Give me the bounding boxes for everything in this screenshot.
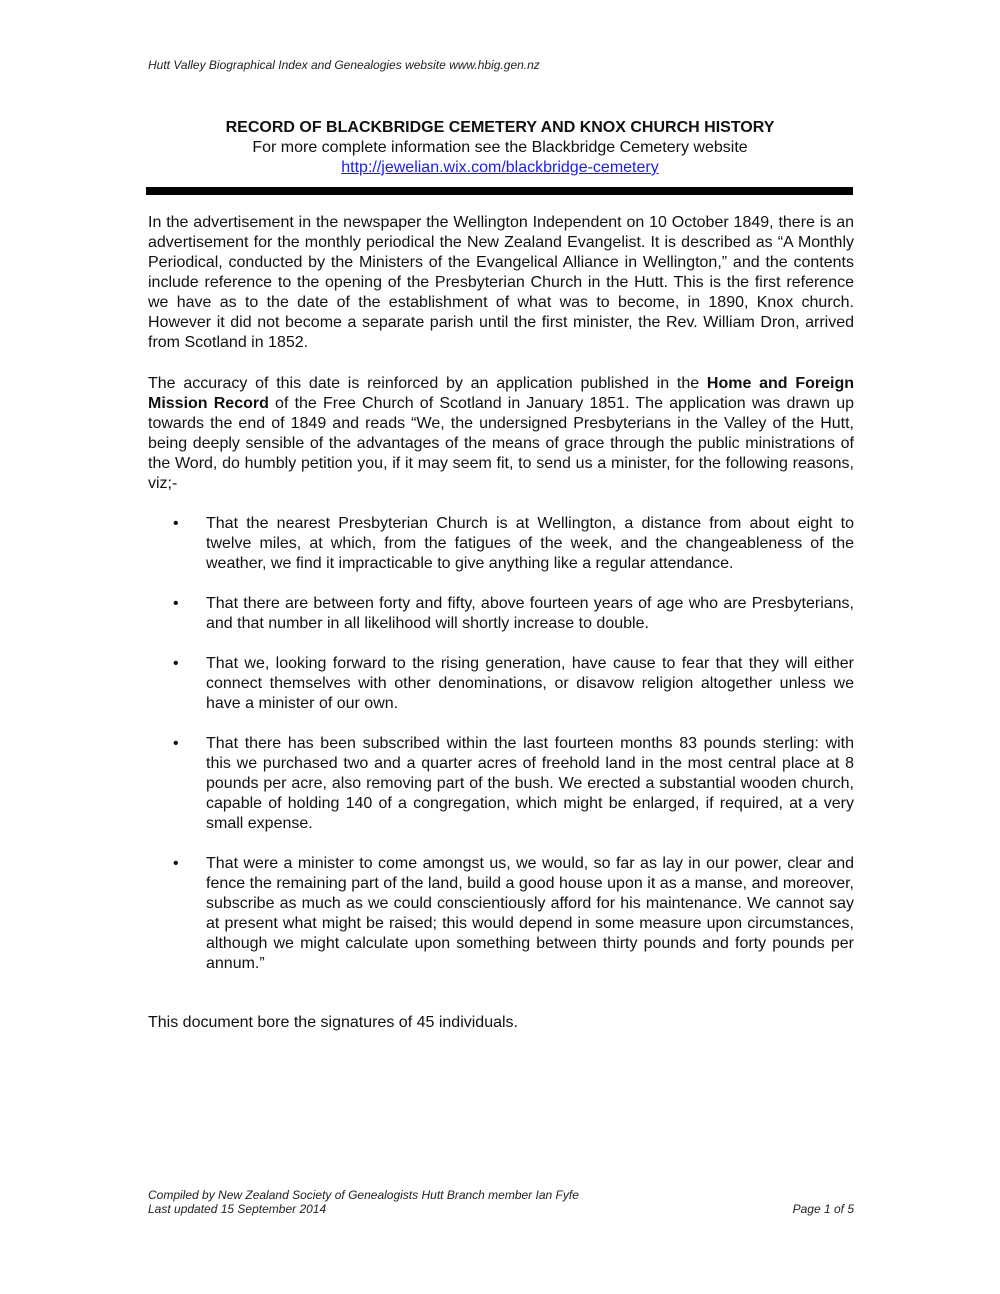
mission-record-title: Home and Foreign Mission Record: [148, 375, 854, 412]
paragraph-application: [148, 374, 854, 494]
bullet-icon: •: [173, 515, 179, 532]
paragraph-application-intro: The accuracy of this date is reinforced by an application published in the: [148, 375, 707, 392]
list-item: [148, 594, 854, 634]
paragraph-advertisement: In the advertisement in the newspaper the Wellington Independent on 10 October 1849, there is an advertisement for the monthly periodical the New Zealand Evangelist. It is described as “A Monthly Periodical, conducted by the Ministers of the Evangelical Alliance in Wellington,” and the contents include reference to the opening of the Presbyterian Church in the Hutt. This is the first reference we have as to the date of the establishment of what was to become, in 1890, Knox church. However it did not become a separate parish until the first minister, the Rev. William Dron, arrived from Scotland in 1852.: [148, 214, 854, 351]
petition-reasons-list: [148, 514, 854, 994]
list-item: [148, 654, 854, 714]
list-item-text: That we, looking forward to the rising generation, have cause to fear that they will either connect themselves with other denominations, or disavow religion altogether unless we have a minister of our own.: [206, 655, 854, 712]
page-number: Page 1 of 5: [792, 1202, 854, 1216]
list-item-text: That the nearest Presbyterian Church is at Wellington, a distance from about eight to twelve miles, at which, from the fatigues of the week, and the changeableness of the weather, we find it impracticable to give anything like a regular attendance.: [206, 515, 854, 572]
cemetery-website-link[interactable]: http://jewelian.wix.com/blackbridge-cemetery: [341, 159, 659, 176]
bullet-icon: •: [173, 655, 179, 672]
list-item-text: That were a minister to come amongst us, we would, so far as lay in our power, clear and fence the remaining part of the land, build a good house upon it as a manse, and moreover, subscribe as much as we could conscientiously afford for his maintenance. We cannot say at present what might be raised; this would depend in some measure upon circumstances, although we might calculate upon something between thirty pounds and forty pounds per annum.”: [206, 855, 854, 972]
closing-statement: This document bore the signatures of 45 individuals.: [148, 1014, 518, 1031]
footer-last-updated: Last updated 15 September 2014: [148, 1202, 327, 1216]
paragraph-application-rest: of the Free Church of Scotland in January 1851. The application was drawn up towards the end of 1849 and reads “We, the undersigned Presbyterians in the Valley of the Hutt, being deeply sensible of the advantages of the means of grace through the public ministrations of the Word, do humbly petition you, if it may seem fit, to send us a minister, for the following reasons, viz;-: [148, 395, 854, 492]
list-item: [148, 854, 854, 974]
footer-row: [148, 1202, 854, 1216]
list-item-text: That there has been subscribed within the last fourteen months 83 pounds sterling: with this we purchased two and a quarter acres of freehold land in the most central place at 8 pounds per acre, also removing part of the bush. We erected a substantial wooden church, capable of holding 140 of a congregation, which might be enlarged, if required, at a very small expense.: [206, 735, 854, 832]
title-divider: [146, 187, 853, 195]
page-footer: [148, 1188, 854, 1216]
list-item-text: That there are between forty and fifty, above fourteen years of age who are Presbyterians, and that number in all likelihood will shortly increase to double.: [206, 595, 854, 632]
bullet-icon: •: [173, 855, 179, 872]
title-block: [148, 118, 852, 178]
list-item: [148, 734, 854, 834]
document-title: RECORD OF BLACKBRIDGE CEMETERY AND KNOX CHURCH HISTORY: [225, 119, 775, 136]
footer-compiled-by: Compiled by New Zealand Society of Genealogists Hutt Branch member Ian Fyfe: [148, 1188, 579, 1202]
bullet-icon: •: [173, 595, 179, 612]
list-item: [148, 514, 854, 574]
running-header: Hutt Valley Biographical Index and Genealogies website www.hbig.gen.nz: [148, 58, 540, 72]
bullet-icon: •: [173, 735, 179, 752]
document-subtitle: For more complete information see the Blackbridge Cemetery website: [252, 139, 748, 156]
